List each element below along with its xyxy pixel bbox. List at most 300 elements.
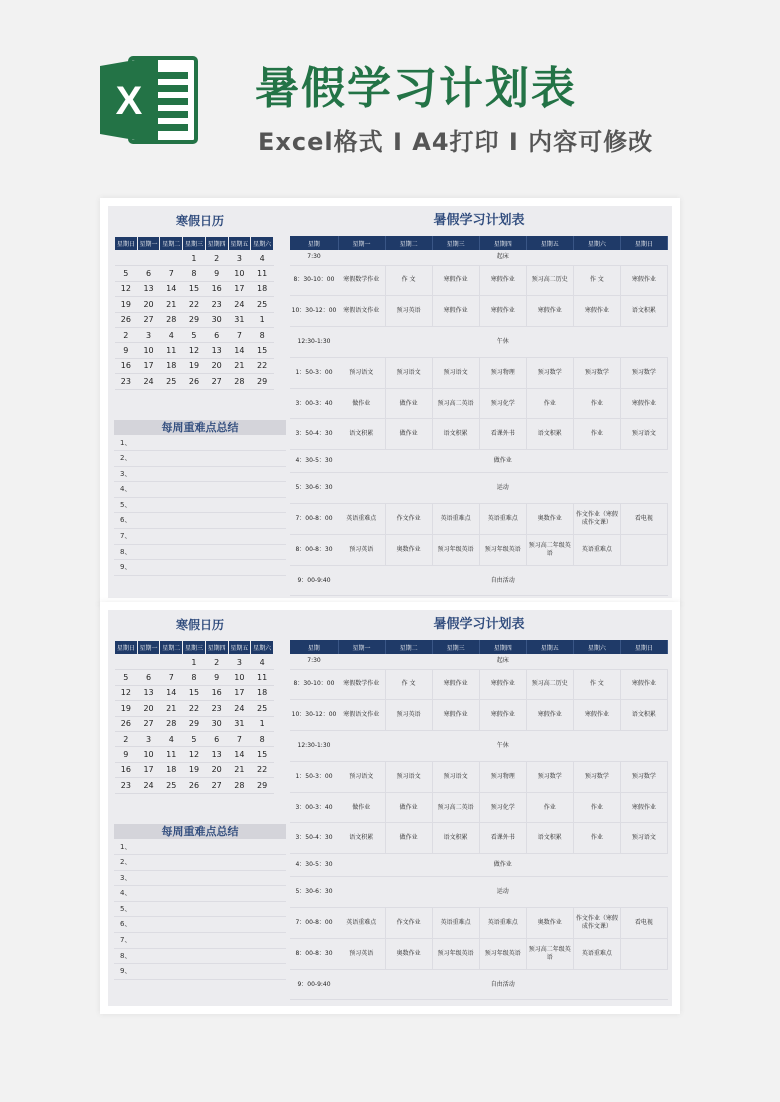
plan-cell: 作业 xyxy=(526,792,573,823)
summary-item: 4、 xyxy=(114,482,286,498)
calendar-week-row xyxy=(115,655,274,670)
calendar-day: 11 xyxy=(251,266,274,281)
calendar-title: 寒假日历 xyxy=(175,214,224,228)
calendar-day: 27 xyxy=(137,312,160,327)
calendar-weekday: 星期五 xyxy=(228,237,251,251)
calendar-day: 14 xyxy=(228,343,251,358)
plan-time-cell: 4：30-5：30 xyxy=(290,450,338,473)
plan-row xyxy=(290,534,668,565)
plan-section xyxy=(290,206,668,596)
calendar-day: 28 xyxy=(228,778,251,793)
plan-cell: 寒假作业 xyxy=(479,700,526,731)
calendar-day: 1 xyxy=(183,655,206,670)
calendar-day: 4 xyxy=(160,731,183,746)
calendar-day: 20 xyxy=(137,297,160,312)
calendar-day: 13 xyxy=(205,343,228,358)
plan-row xyxy=(290,388,668,419)
calendar-day: 9 xyxy=(115,747,138,762)
plan-cell: 寒假作业 xyxy=(432,296,479,327)
calendar-day: 16 xyxy=(205,281,228,296)
plan-cell: 预习数学 xyxy=(573,761,620,792)
plan-row xyxy=(290,969,668,1000)
calendar-day: 2 xyxy=(115,327,138,342)
plan-row xyxy=(290,908,668,939)
calendar-day: 4 xyxy=(251,251,274,266)
plan-cell: 作文作业 xyxy=(385,504,432,535)
calendar-section xyxy=(114,610,286,980)
calendar-day: 11 xyxy=(251,670,274,685)
plan-merged-cell: 自由活动 xyxy=(338,565,668,596)
plan-cell: 寒假作业 xyxy=(479,669,526,700)
calendar-week-row xyxy=(115,762,274,777)
summary-item: 7、 xyxy=(114,933,286,949)
calendar-table xyxy=(114,236,274,390)
plan-row xyxy=(290,357,668,388)
calendar-day xyxy=(137,251,160,266)
plan-cell: 语文积累 xyxy=(432,419,479,450)
calendar-day: 12 xyxy=(115,281,138,296)
plan-row xyxy=(290,450,668,473)
plan-row xyxy=(290,419,668,450)
summary-title: 每周重难点总结 xyxy=(114,420,286,435)
calendar-weekday: 星期一 xyxy=(137,237,160,251)
plan-cell: 寒假作业 xyxy=(479,296,526,327)
plan-cell: 寒假作业 xyxy=(526,700,573,731)
calendar-table xyxy=(114,640,274,794)
plan-merged-cell: 起床 xyxy=(338,654,668,669)
plan-row xyxy=(290,473,668,504)
plan-time-cell: 3：50-4：30 xyxy=(290,823,338,854)
plan-cell: 英语重难点 xyxy=(573,938,620,969)
plan-cell: 奥数作业 xyxy=(385,534,432,565)
calendar-day: 22 xyxy=(251,358,274,373)
plan-cell: 奥数作业 xyxy=(526,504,573,535)
plan-row xyxy=(290,761,668,792)
plan-cell: 预习语文 xyxy=(432,357,479,388)
plan-body xyxy=(290,654,668,1000)
calendar-day: 5 xyxy=(115,266,138,281)
plan-cell: 作 文 xyxy=(385,669,432,700)
plan-cell: 英语重难点 xyxy=(338,908,385,939)
plan-cell: 预习语文 xyxy=(620,419,667,450)
plan-time-cell: 7：00-8：00 xyxy=(290,908,338,939)
plan-cell: 预习语文 xyxy=(385,761,432,792)
plan-cell xyxy=(620,534,667,565)
calendar-day: 23 xyxy=(205,701,228,716)
plan-cell: 预习高二年级英语 xyxy=(526,534,573,565)
calendar-day: 11 xyxy=(160,747,183,762)
calendar-day: 31 xyxy=(228,312,251,327)
calendar-day: 21 xyxy=(228,762,251,777)
calendar-day: 28 xyxy=(160,312,183,327)
plan-header-cell: 星期一 xyxy=(338,236,385,250)
calendar-day: 25 xyxy=(160,778,183,793)
calendar-week-row xyxy=(115,778,274,793)
plan-header-row xyxy=(290,236,668,250)
plan-cell: 看课外书 xyxy=(479,823,526,854)
plan-time-cell: 10：30-12：00 xyxy=(290,700,338,731)
calendar-body xyxy=(115,655,274,794)
plan-row xyxy=(290,938,668,969)
calendar-day: 15 xyxy=(251,343,274,358)
plan-row xyxy=(290,792,668,823)
plan-cell: 预习物理 xyxy=(479,357,526,388)
plan-cell: 寒假作业 xyxy=(432,265,479,296)
plan-row xyxy=(290,669,668,700)
plan-time-cell: 10：30-12：00 xyxy=(290,296,338,327)
plan-section xyxy=(290,610,668,1000)
plan-cell: 作文作业 xyxy=(385,908,432,939)
calendar-day: 8 xyxy=(251,731,274,746)
plan-header-row xyxy=(290,640,668,654)
calendar-week-row xyxy=(115,281,274,296)
calendar-day: 23 xyxy=(115,374,138,389)
calendar-week-row xyxy=(115,343,274,358)
calendar-week-row xyxy=(115,374,274,389)
calendar-day: 24 xyxy=(228,297,251,312)
plan-header-cell: 星期六 xyxy=(573,236,620,250)
plan-cell: 英语重难点 xyxy=(338,504,385,535)
calendar-day: 29 xyxy=(251,374,274,389)
calendar-day: 12 xyxy=(183,747,206,762)
calendar-day: 13 xyxy=(137,281,160,296)
calendar-day: 16 xyxy=(115,358,138,373)
calendar-day: 23 xyxy=(205,297,228,312)
plan-header-cell: 星期二 xyxy=(385,640,432,654)
summary-item: 2、 xyxy=(114,451,286,467)
calendar-day: 27 xyxy=(137,716,160,731)
calendar-day: 27 xyxy=(205,374,228,389)
plan-merged-cell: 做作业 xyxy=(338,854,668,877)
summary-item: 3、 xyxy=(114,871,286,887)
plan-cell: 预习数学 xyxy=(526,761,573,792)
plan-cell: 作业 xyxy=(573,388,620,419)
plan-merged-cell: 做作业 xyxy=(338,450,668,473)
summary-item: 8、 xyxy=(114,949,286,965)
plan-cell: 作业 xyxy=(573,792,620,823)
calendar-day: 27 xyxy=(205,778,228,793)
calendar-weekday: 星期四 xyxy=(205,641,228,655)
calendar-day: 3 xyxy=(137,731,160,746)
plan-header-cell: 星期日 xyxy=(620,640,667,654)
calendar-title: 寒假日历 xyxy=(175,618,224,632)
plan-cell: 预习年级英语 xyxy=(432,938,479,969)
calendar-week-row xyxy=(115,716,274,731)
subtitle: Excel格式 I A4打印 I 内容可修改 xyxy=(258,128,654,156)
calendar-day: 26 xyxy=(115,716,138,731)
summary-list xyxy=(114,840,286,980)
plan-cell: 语文积累 xyxy=(526,823,573,854)
calendar-day: 25 xyxy=(160,374,183,389)
plan-cell: 寒假作业 xyxy=(620,265,667,296)
plan-table xyxy=(290,236,668,596)
plan-cell: 语文积累 xyxy=(526,419,573,450)
calendar-day: 22 xyxy=(251,762,274,777)
plan-cell: 英语重难点 xyxy=(432,504,479,535)
calendar-weekday: 星期二 xyxy=(160,641,183,655)
calendar-day: 18 xyxy=(160,358,183,373)
plan-body xyxy=(290,250,668,596)
calendar-day: 17 xyxy=(228,685,251,700)
plan-cell: 寒假语文作业 xyxy=(338,700,385,731)
calendar-day: 21 xyxy=(160,701,183,716)
plan-time-cell: 8：00-8：30 xyxy=(290,534,338,565)
calendar-week-row xyxy=(115,747,274,762)
summary-item: 6、 xyxy=(114,513,286,529)
calendar-day: 21 xyxy=(160,297,183,312)
calendar-day: 26 xyxy=(115,312,138,327)
plan-row xyxy=(290,250,668,265)
calendar-day: 12 xyxy=(115,685,138,700)
calendar-day: 10 xyxy=(228,670,251,685)
plan-time-cell: 9：00-9:40 xyxy=(290,565,338,596)
calendar-day: 17 xyxy=(228,281,251,296)
plan-header-cell: 星期三 xyxy=(432,640,479,654)
plan-cell: 预习物理 xyxy=(479,761,526,792)
summary-item: 8、 xyxy=(114,545,286,561)
calendar-day: 5 xyxy=(115,670,138,685)
plan-cell: 做作业 xyxy=(338,792,385,823)
plan-time-cell: 7:30 xyxy=(290,654,338,669)
plan-time-cell: 3：50-4：30 xyxy=(290,419,338,450)
calendar-day: 6 xyxy=(205,327,228,342)
plan-time-cell: 4：30-5：30 xyxy=(290,854,338,877)
plan-cell: 预习数学 xyxy=(526,357,573,388)
plan-cell: 作文作业（寒假成作文课） xyxy=(573,908,620,939)
plan-cell: 作 文 xyxy=(385,265,432,296)
plan-sheet-1 xyxy=(100,198,680,606)
calendar-day: 2 xyxy=(115,731,138,746)
calendar-week-row xyxy=(115,731,274,746)
plan-cell: 寒假作业 xyxy=(620,792,667,823)
calendar-day: 4 xyxy=(251,655,274,670)
plan-header-cell: 星期 xyxy=(290,640,338,654)
plan-row xyxy=(290,731,668,762)
summary-item: 4、 xyxy=(114,886,286,902)
calendar-week-row xyxy=(115,358,274,373)
calendar-weekday: 星期六 xyxy=(251,641,274,655)
plan-cell: 做作业 xyxy=(385,792,432,823)
calendar-day xyxy=(160,251,183,266)
calendar-weekday: 星期五 xyxy=(228,641,251,655)
svg-text:X: X xyxy=(115,79,143,123)
plan-cell: 预习高二英语 xyxy=(432,792,479,823)
calendar-day: 15 xyxy=(183,281,206,296)
calendar-day: 8 xyxy=(183,266,206,281)
plan-cell: 预习化学 xyxy=(479,388,526,419)
plan-merged-cell: 自由活动 xyxy=(338,969,668,1000)
plan-header-cell: 星期一 xyxy=(338,640,385,654)
plan-cell: 预习英语 xyxy=(338,534,385,565)
plan-cell: 预习数学 xyxy=(620,357,667,388)
calendar-day: 3 xyxy=(137,327,160,342)
calendar-day: 22 xyxy=(183,297,206,312)
plan-merged-cell: 午休 xyxy=(338,731,668,762)
plan-cell: 作业 xyxy=(573,823,620,854)
plan-time-cell: 8：00-8：30 xyxy=(290,938,338,969)
plan-row xyxy=(290,296,668,327)
calendar-day: 14 xyxy=(160,685,183,700)
summary-item: 9、 xyxy=(114,964,286,980)
calendar-day: 23 xyxy=(115,778,138,793)
plan-time-cell: 1：50-3：00 xyxy=(290,357,338,388)
calendar-day: 29 xyxy=(183,716,206,731)
plan-time-cell: 5：30-6：30 xyxy=(290,473,338,504)
calendar-week-row xyxy=(115,701,274,716)
calendar-day: 18 xyxy=(251,281,274,296)
plan-cell: 预习高二年级英语 xyxy=(526,938,573,969)
plan-cell: 语文积累 xyxy=(432,823,479,854)
plan-cell: 预习语文 xyxy=(620,823,667,854)
calendar-weekday: 星期四 xyxy=(205,237,228,251)
plan-cell: 奥数作业 xyxy=(385,938,432,969)
plan-cell: 做作业 xyxy=(385,388,432,419)
plan-title: 暑假学习计划表 xyxy=(433,213,525,228)
calendar-weekday: 星期三 xyxy=(183,641,206,655)
calendar-day: 10 xyxy=(137,343,160,358)
plan-merged-cell: 运动 xyxy=(338,473,668,504)
plan-row xyxy=(290,565,668,596)
calendar-week-row xyxy=(115,312,274,327)
calendar-day: 20 xyxy=(205,762,228,777)
plan-cell: 预习数学 xyxy=(620,761,667,792)
calendar-day: 6 xyxy=(205,731,228,746)
calendar-day: 13 xyxy=(137,685,160,700)
plan-header-cell: 星期五 xyxy=(526,236,573,250)
plan-merged-cell: 起床 xyxy=(338,250,668,265)
calendar-weekday: 星期六 xyxy=(251,237,274,251)
plan-cell: 寒假作业 xyxy=(432,700,479,731)
plan-cell: 预习英语 xyxy=(385,296,432,327)
plan-row xyxy=(290,265,668,296)
plan-cell: 寒假数学作业 xyxy=(338,669,385,700)
plan-cell: 英语重难点 xyxy=(479,504,526,535)
plan-cell: 寒假作业 xyxy=(432,669,479,700)
calendar-day: 8 xyxy=(251,327,274,342)
calendar-day: 10 xyxy=(228,266,251,281)
plan-time-cell: 8：30-10：00 xyxy=(290,265,338,296)
calendar-day xyxy=(160,655,183,670)
calendar-day: 11 xyxy=(160,343,183,358)
plan-cell: 做作业 xyxy=(338,388,385,419)
calendar-day: 2 xyxy=(205,251,228,266)
plan-time-cell: 12:30-1:30 xyxy=(290,327,338,358)
plan-cell: 寒假语文作业 xyxy=(338,296,385,327)
calendar-day: 13 xyxy=(205,747,228,762)
page-header xyxy=(0,0,780,190)
summary-item: 1、 xyxy=(114,840,286,856)
plan-header-cell: 星期四 xyxy=(479,236,526,250)
plan-cell: 寒假作业 xyxy=(526,296,573,327)
calendar-day: 28 xyxy=(228,374,251,389)
summary-item: 7、 xyxy=(114,529,286,545)
calendar-weekday: 星期一 xyxy=(137,641,160,655)
plan-time-cell: 1：50-3：00 xyxy=(290,761,338,792)
plan-cell: 预习年级英语 xyxy=(432,534,479,565)
calendar-week-row xyxy=(115,266,274,281)
summary-item: 1、 xyxy=(114,436,286,452)
calendar-day: 25 xyxy=(251,297,274,312)
calendar-day: 24 xyxy=(137,778,160,793)
plan-cell: 做作业 xyxy=(385,419,432,450)
plan-row xyxy=(290,654,668,669)
plan-cell: 做作业 xyxy=(385,823,432,854)
plan-header-cell: 星期二 xyxy=(385,236,432,250)
calendar-day: 31 xyxy=(228,716,251,731)
calendar-day: 16 xyxy=(115,762,138,777)
calendar-week-row xyxy=(115,251,274,266)
summary-item: 2、 xyxy=(114,855,286,871)
calendar-day: 9 xyxy=(205,670,228,685)
calendar-day: 15 xyxy=(251,747,274,762)
plan-header-cell: 星期四 xyxy=(479,640,526,654)
plan-cell: 预习高二英语 xyxy=(432,388,479,419)
calendar-day: 25 xyxy=(251,701,274,716)
calendar-day: 9 xyxy=(115,343,138,358)
calendar-day: 10 xyxy=(137,747,160,762)
plan-time-cell: 8：30-10：00 xyxy=(290,669,338,700)
plan-time-cell: 5：30-6：30 xyxy=(290,877,338,908)
plan-time-cell: 3：00-3：40 xyxy=(290,792,338,823)
summary-item: 3、 xyxy=(114,467,286,483)
plan-sheet-2 xyxy=(100,602,680,1014)
calendar-body xyxy=(115,251,274,390)
plan-row xyxy=(290,700,668,731)
calendar-day xyxy=(137,655,160,670)
plan-cell: 预习英语 xyxy=(385,700,432,731)
plan-cell: 作文作业（寒假成作文课） xyxy=(573,504,620,535)
calendar-day: 30 xyxy=(205,716,228,731)
plan-header-cell: 星期日 xyxy=(620,236,667,250)
plan-cell: 奥数作业 xyxy=(526,908,573,939)
calendar-day: 3 xyxy=(228,655,251,670)
calendar-week-row xyxy=(115,685,274,700)
summary-list xyxy=(114,436,286,576)
plan-cell xyxy=(620,938,667,969)
calendar-day: 2 xyxy=(205,655,228,670)
calendar-day: 24 xyxy=(137,374,160,389)
plan-cell: 预习语文 xyxy=(338,357,385,388)
calendar-day: 14 xyxy=(160,281,183,296)
calendar-week-row xyxy=(115,327,274,342)
plan-cell: 预习英语 xyxy=(338,938,385,969)
plan-time-cell: 12:30-1:30 xyxy=(290,731,338,762)
calendar-day: 8 xyxy=(183,670,206,685)
plan-cell: 寒假作业 xyxy=(573,296,620,327)
calendar-day: 26 xyxy=(183,374,206,389)
calendar-weekday: 星期三 xyxy=(183,237,206,251)
calendar-day: 7 xyxy=(228,327,251,342)
calendar-day: 19 xyxy=(183,762,206,777)
plan-cell: 看课外书 xyxy=(479,419,526,450)
calendar-day: 14 xyxy=(228,747,251,762)
calendar-section xyxy=(114,206,286,576)
plan-cell: 预习高二历史 xyxy=(526,669,573,700)
plan-cell: 看电视 xyxy=(620,908,667,939)
plan-cell: 作业 xyxy=(526,388,573,419)
calendar-weekday: 星期日 xyxy=(115,641,138,655)
calendar-day: 29 xyxy=(183,312,206,327)
calendar-header-row xyxy=(115,641,274,655)
plan-cell: 语文积累 xyxy=(620,700,667,731)
calendar-weekday: 星期日 xyxy=(115,237,138,251)
calendar-day: 19 xyxy=(115,297,138,312)
calendar-day xyxy=(115,655,138,670)
plan-cell: 语文积累 xyxy=(620,296,667,327)
plan-cell: 英语重难点 xyxy=(573,534,620,565)
calendar-day: 22 xyxy=(183,701,206,716)
calendar-day: 26 xyxy=(183,778,206,793)
